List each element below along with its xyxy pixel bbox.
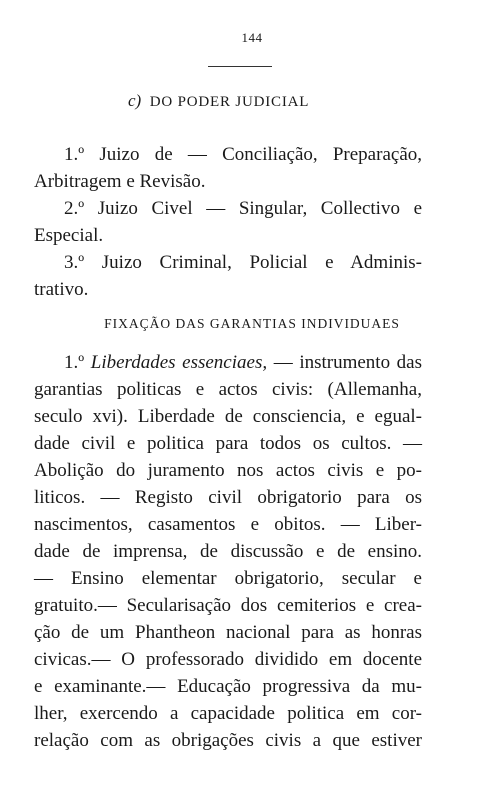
first-line-rest: — instrumento das [273, 352, 423, 373]
section-letter: c) [128, 91, 142, 110]
judicial-list [34, 141, 422, 303]
guarantees-paragraph [34, 349, 422, 754]
judicial-line: 3.º Juizo Criminal, Policial e Adminis- [64, 252, 422, 273]
judicial-line: Arbitragem e Revisão. [34, 171, 206, 192]
judicial-line: Especial. [34, 225, 104, 246]
guarantees-line: seculo xvi). Liberdade de consciencia, e egual- [34, 406, 422, 427]
guarantees-line: nascimentos, casamentos e obitos. — Liber- [34, 514, 422, 535]
section-heading [128, 91, 309, 111]
guarantees-line: — Ensino elementar obrigatorio, secular e [34, 568, 422, 589]
guarantees-line: ção de um Phantheon nacional para as honras [34, 622, 422, 643]
guarantees-line: gratuito.— Secularisação dos cemiterios e crea- [34, 595, 422, 616]
judicial-line: 2.º Juizo Civel — Singular, Collectivo e [64, 198, 422, 219]
judicial-line: 1.º Juizo de — Conciliação, Preparação, [64, 144, 422, 165]
judicial-line: trativo. [34, 279, 89, 300]
page-number: 144 [241, 30, 263, 45]
guarantees-line: dade de imprensa, de discussão e de ensino. [34, 541, 422, 562]
guarantees-line: civicas.— O professorado dividido em docente [34, 649, 422, 670]
section-title: DO PODER JUDICIAL [149, 94, 310, 110]
guarantees-line: dade civil e politica para todos os cultos. — [34, 433, 422, 454]
guarantees-line: garantias politicas e actos civis: (Allemanha, [34, 379, 422, 400]
guarantees-line: Abolição do juramento nos actos civis e po- [34, 460, 422, 481]
guarantees-line: relação com as obrigações civis a que estiver [34, 730, 422, 751]
guarantees-line: liticos. — Registo civil obrigatorio para os [34, 487, 422, 508]
guarantees-line: e examinante.— Educação progressiva da mu- [34, 676, 422, 697]
subsection-heading: FIXAÇÃO DAS GARANTIAS INDIVIDUAES [104, 316, 400, 331]
guarantees-first-line [34, 349, 422, 376]
header-rule [208, 66, 272, 67]
item-number: 1.º [64, 352, 85, 373]
guarantees-line: lher, exercendo a capacidade politica em cor- [34, 703, 422, 724]
item-title: Liberdades essenciaes, [90, 352, 268, 373]
